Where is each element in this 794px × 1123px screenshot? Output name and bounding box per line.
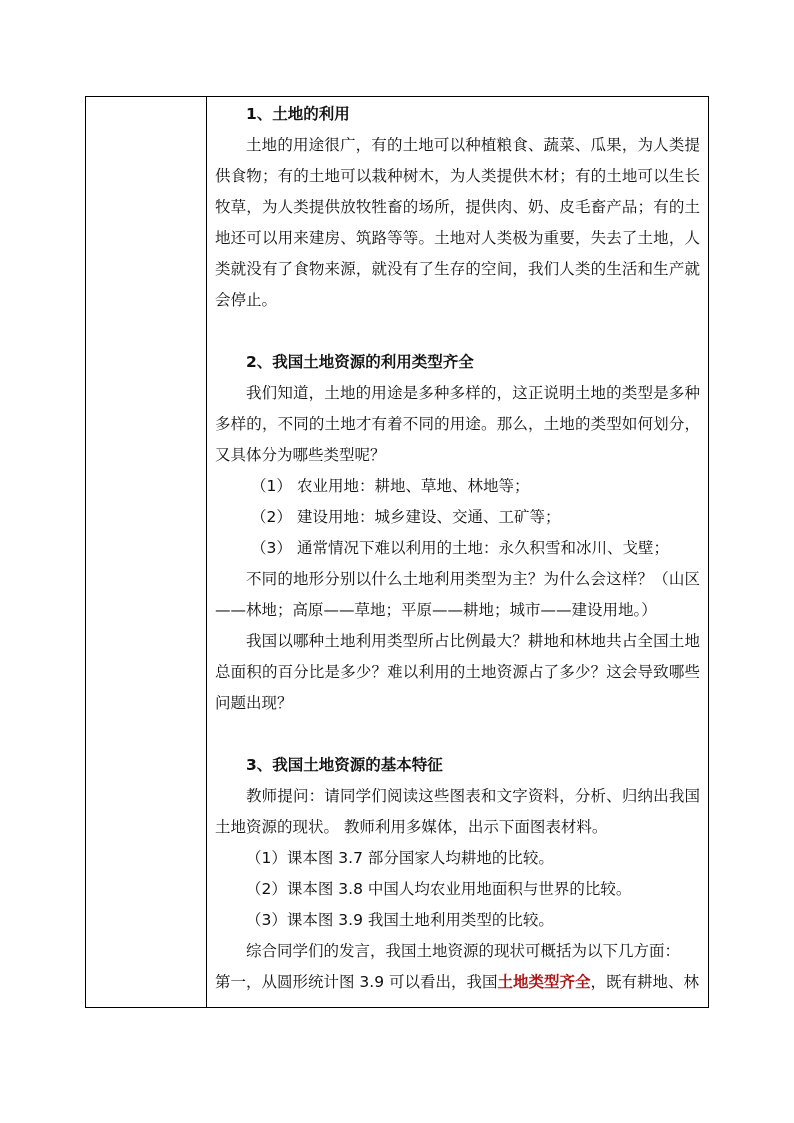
list-text: 通常情况下难以利用的土地：永久积雪和冰川、戈壁； (297, 539, 670, 557)
list-item (215, 502, 700, 533)
section-heading-land-use: 1、土地的利用 (246, 105, 350, 123)
list-text: 建设用地：城乡建设、交通、工矿等； (297, 508, 561, 526)
paragraph-first-point (215, 967, 700, 998)
paragraph-land-types-intro: 我们知道，土地的用途是多种多样的，这正说明土地的类型是多种多样的，不同的土地才有着不同的用途。那么，土地的类型如何划分，又具体分为哪些类型呢？ (215, 384, 700, 464)
paragraph-terrain-question: 不同的地形分别以什么土地利用类型为主？为什么会这样？（山区——林地；高原——草地；平原——耕地；城市——建设用地。） (215, 570, 700, 619)
spacer (215, 316, 700, 347)
list-text: 农业用地：耕地、草地、林地等； (297, 477, 530, 495)
paragraph-land-use: 土地的用途很广，有的土地可以种植粮食、蔬菜、瓜果，为人类提供食物；有的土地可以栽种树木，为人类提供木材；有的土地可以生长牧草，为人类提供放牧牲畜的场所，提供肉、奶、皮毛畜产品；有的土地还可以用来建房、筑路等等。土地对人类极为重要，失去了土地，人类就没有了食物来源，就没有了生存的空间，我们人类的生活和生产就会停止。 (215, 136, 700, 309)
lesson-table (85, 96, 709, 1008)
list-item (215, 471, 700, 502)
paragraph-summary: 综合同学们的发言，我国土地资源的现状可概括为以下几方面： (246, 942, 681, 960)
section-heading-basic-features: 3、我国土地资源的基本特征 (246, 756, 443, 774)
table-content-cell (207, 97, 708, 1007)
section-heading-land-types: 2、我国土地资源的利用类型齐全 (246, 353, 474, 371)
list-number: （2） (251, 508, 292, 526)
list-number: （3） (251, 539, 292, 557)
list-item: （3）课本图 3.9 我国土地利用类型的比较。 (246, 911, 554, 929)
paragraph-teacher-question: 教师提问：请同学们阅读这些图表和文字资料，分析、归纳出我国土地资源的现状。 教师利用多媒体，出示下面图表材料。 (215, 787, 700, 836)
list-number: （1） (251, 477, 292, 495)
list-item: （2）课本图 3.8 中国人均农业用地面积与世界的比较。 (246, 880, 632, 898)
list-item: （1）课本图 3.7 部分国家人均耕地的比较。 (246, 849, 554, 867)
spacer (215, 719, 700, 750)
lesson-content (215, 97, 700, 998)
emphasized-text: 土地类型齐全 (497, 973, 591, 991)
first-point-prefix: 第一，从圆形统计图 3.9 可以看出，我国 (215, 973, 498, 991)
first-point-suffix: ，既有耕地、林 (590, 973, 700, 991)
list-item (215, 533, 700, 564)
paragraph-proportion-question: 我国以哪种土地利用类型所占比例最大？耕地和林地共占全国土地总面积的百分比是多少？难以利用的土地资源占了多少？这会导致哪些问题出现？ (215, 632, 700, 712)
table-left-cell (86, 97, 207, 1007)
